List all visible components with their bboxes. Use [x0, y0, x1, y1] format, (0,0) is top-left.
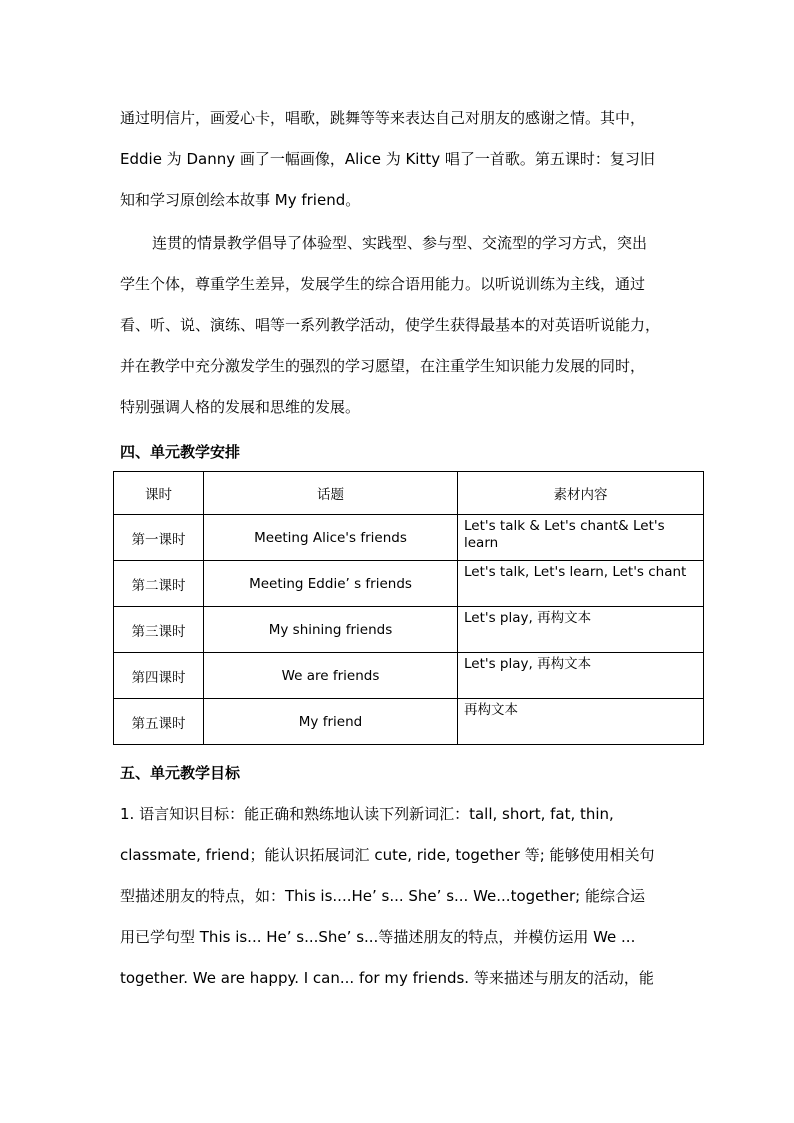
paragraph-line: Eddie 为 Danny 画了一幅画像，Alice 为 Kitty 唱了一首歌。第五课时：复习旧 — [120, 150, 655, 168]
intro-paragraph — [120, 98, 690, 221]
table-row — [114, 561, 704, 607]
topic-cell: My friend — [204, 699, 458, 745]
material-cell: Let's play, 再构文本 — [458, 607, 704, 653]
topic-cell: We are friends — [204, 653, 458, 699]
topic-cell: Meeting Alice's friends — [204, 515, 458, 561]
paragraph-line: 型描述朋友的特点，如：This is....He’ s... She’ s... We...together; 能综合运 — [120, 887, 645, 905]
lesson-cell: 第五课时 — [114, 699, 204, 745]
material-cell: 再构文本 — [458, 699, 704, 745]
material-cell: Let's play, 再构文本 — [458, 653, 704, 699]
material-cell: Let's talk & Let's chant& Let's learn — [458, 515, 704, 561]
lesson-cell: 第二课时 — [114, 561, 204, 607]
approach-paragraph — [120, 223, 690, 428]
paragraph-line: 1. 语言知识目标：能正确和熟练地认读下列新词汇：tall, short, fat, thin, — [120, 805, 614, 823]
paragraph-line: 通过明信片，画爱心卡，唱歌，跳舞等等来表达自己对朋友的感谢之情。其中， — [120, 109, 646, 127]
paragraph-line: classmate, friend；能认识拓展词汇 cute, ride, together 等; 能够使用相关句 — [120, 846, 655, 864]
paragraph-line: together. We are happy. I can... for my friends. 等来描述与朋友的活动，能 — [120, 969, 654, 987]
header-cell-lesson: 课时 — [114, 472, 204, 515]
section-heading-objectives: 五、单元教学目标 — [120, 764, 241, 782]
table-row — [114, 699, 704, 745]
topic-cell: Meeting Eddie’ s friends — [204, 561, 458, 607]
objectives-paragraph — [120, 794, 690, 999]
table-header-row — [114, 472, 704, 515]
lesson-cell: 第三课时 — [114, 607, 204, 653]
paragraph-line: 用已学句型 This is... He’ s...She’ s...等描述朋友的特点，并模仿运用 We ... — [120, 928, 636, 946]
paragraph-line: 看、听、说、演练、唱等一系列教学活动，使学生获得最基本的对英语听说能力， — [120, 316, 661, 334]
header-cell-material: 素材内容 — [458, 472, 704, 515]
table-row — [114, 515, 704, 561]
paragraph-line: 特别强调人格的发展和思维的发展。 — [120, 398, 361, 416]
lesson-cell: 第一课时 — [114, 515, 204, 561]
table-row — [114, 607, 704, 653]
paragraph-line: 并在教学中充分激发学生的强烈的学习愿望，在注重学生知识能力发展的同时， — [120, 357, 646, 375]
lesson-cell: 第四课时 — [114, 653, 204, 699]
topic-cell: My shining friends — [204, 607, 458, 653]
section-heading-schedule: 四、单元教学安排 — [120, 443, 241, 461]
table-row — [114, 653, 704, 699]
paragraph-line: 学生个体，尊重学生差异，发展学生的综合语用能力。以听说训练为主线，通过 — [120, 275, 646, 293]
header-cell-topic: 话题 — [204, 472, 458, 515]
schedule-table — [113, 471, 704, 745]
material-cell: Let's talk, Let's learn, Let's chant — [458, 561, 704, 607]
paragraph-line: 知和学习原创绘本故事 My friend。 — [120, 191, 361, 209]
paragraph-line: 连贯的情景教学倡导了体验型、实践型、参与型、交流型的学习方式，突出 — [152, 234, 648, 252]
